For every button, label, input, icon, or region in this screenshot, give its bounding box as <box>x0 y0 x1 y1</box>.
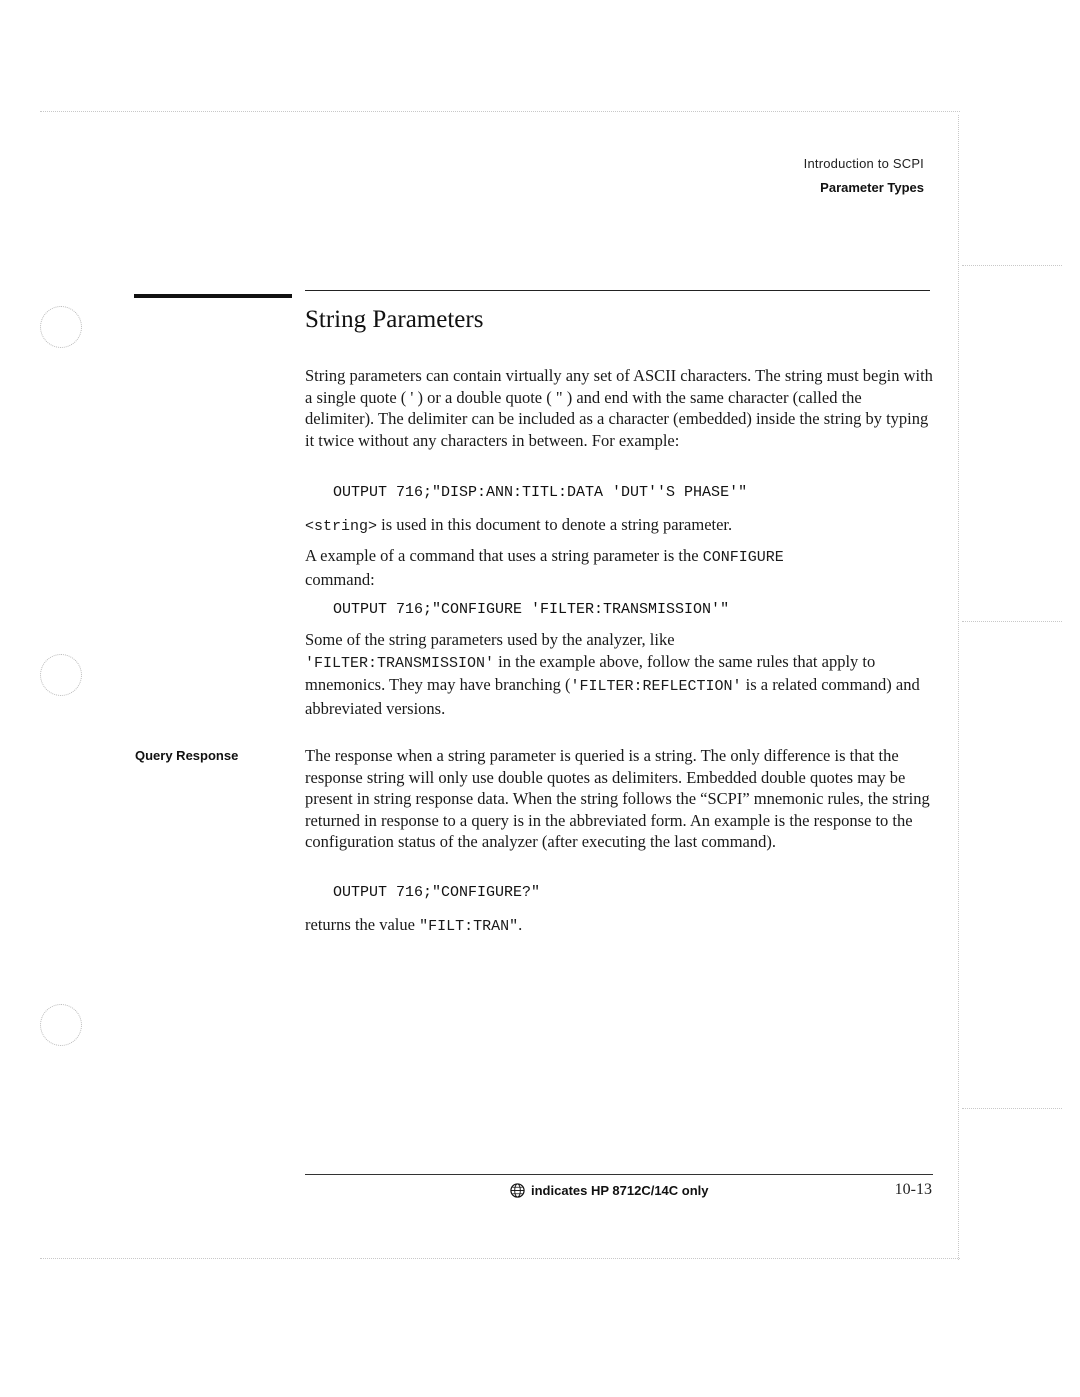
scan-edge-top <box>40 111 960 112</box>
binder-hole-middle <box>40 654 82 696</box>
string-token: <string> <box>305 518 378 535</box>
paragraph-configure-text: A example of a command that uses a string parameter is the <box>305 546 703 565</box>
paragraph-string-notation <box>305 514 935 538</box>
paragraph-configure-example <box>305 545 935 590</box>
tab-mark-1 <box>962 265 1062 266</box>
footer-note <box>510 1183 709 1198</box>
configure-token: CONFIGURE <box>702 549 784 566</box>
scan-edge-right <box>958 115 959 1260</box>
running-header-subsection: Parameter Types <box>820 180 924 195</box>
section-rule-thick <box>134 294 292 298</box>
paragraph-string-notation-text: is used in this document to denote a string parameter. <box>377 515 733 534</box>
paragraph-returns-tail: . <box>518 915 523 934</box>
filter-transmission-token: 'FILTER:TRANSMISSION' <box>305 654 495 672</box>
paragraph-intro: String parameters can contain virtually any set of ASCII characters. The string must begin with a single quote ( ' ) or a double quote ( " ) and end with the same character (called the delimiter). The delimiter can be included as a character (embedded) inside the string by typing it twice without any characters in between. For example: <box>305 366 933 450</box>
paragraph-mnemonic-rules <box>305 629 935 719</box>
paragraph-configure-tail: command: <box>305 569 375 589</box>
tab-mark-3 <box>962 1108 1062 1109</box>
code-example-display-title: OUTPUT 716;"DISP:ANN:TITL:DATA 'DUT''S PHASE'" <box>333 484 748 501</box>
paragraph-query-response: The response when a string parameter is queried is a string. The only difference is that the response string will only use double quotes as delimiters. Embedded double quotes may be present in string response data. When the string follows the “SCPI” mnemonic rules, the string returned in response to a query is in the abbreviated form. An example is the response to the configuration status of the analyzer (after executing the last command). <box>305 746 930 851</box>
filt-tran-token: "FILT:TRAN" <box>419 918 519 935</box>
binder-hole-bottom <box>40 1004 82 1046</box>
tab-mark-2 <box>962 621 1062 622</box>
section-rule-thin <box>305 290 930 291</box>
side-heading-query-response: Query Response <box>135 748 239 763</box>
paragraph-mnemonic-text-2: in the example above, follow the same rules that apply to mnemonics. They may have branching ( <box>305 651 876 694</box>
page-number: 10-13 <box>894 1181 932 1198</box>
code-example-configure: OUTPUT 716;"CONFIGURE 'FILTER:TRANSMISSION'" <box>333 601 730 618</box>
hp-globe-icon <box>510 1183 525 1198</box>
paragraph-mnemonic-text-1: Some of the string parameters used by the analyzer, like <box>305 630 675 649</box>
footer-note-text: indicates HP 8712C/14C only <box>531 1183 709 1198</box>
scan-edge-bottom <box>40 1258 960 1259</box>
section-title: String Parameters <box>305 306 484 333</box>
binder-hole-top <box>40 306 82 348</box>
running-header-section: Introduction to SCPI <box>803 156 924 171</box>
code-example-configure-query: OUTPUT 716;"CONFIGURE?" <box>333 884 541 901</box>
paragraph-returns-value <box>305 914 935 938</box>
paragraph-returns-text: returns the value <box>305 915 420 934</box>
footer-rule <box>305 1174 933 1175</box>
filter-reflection-token: 'FILTER:REFLECTION' <box>570 678 742 695</box>
paragraph-mnemonic-text-3: is a related command) and abbreviated versions. <box>305 675 920 718</box>
